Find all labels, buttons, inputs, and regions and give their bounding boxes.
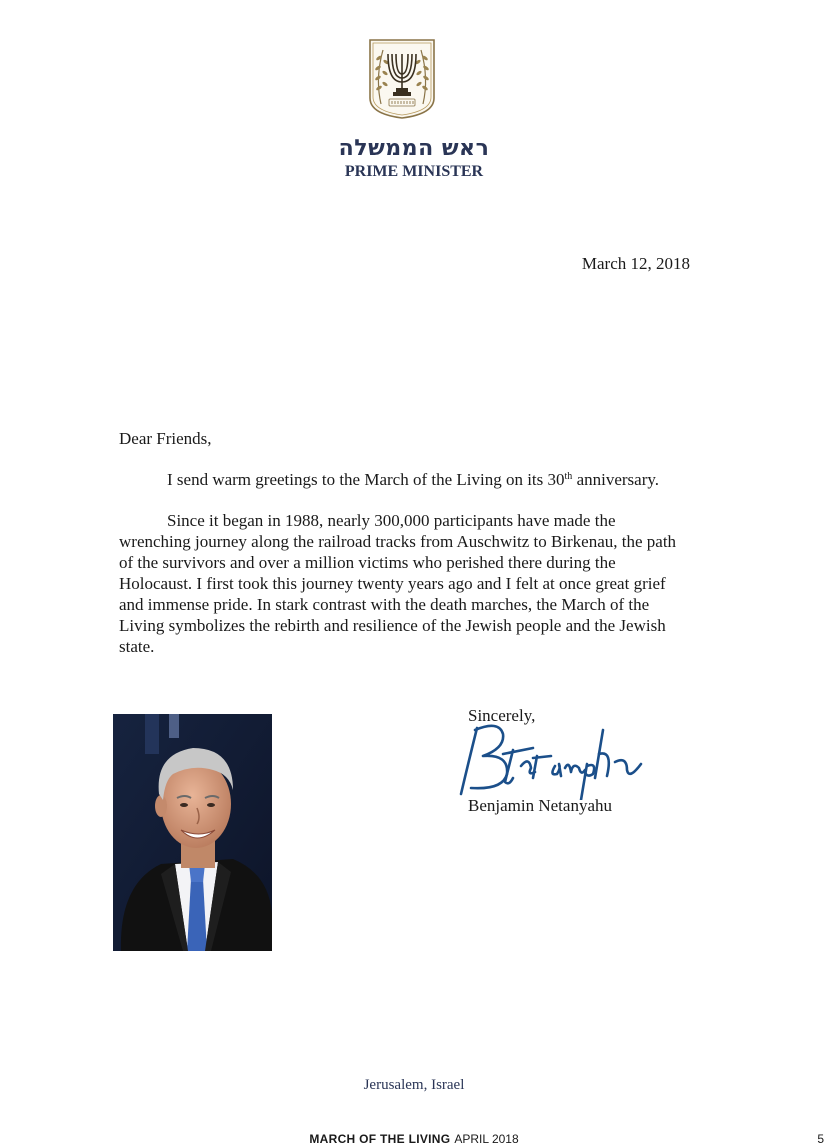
state-emblem-icon xyxy=(367,38,437,120)
paragraph-2: Since it began in 1988, nearly 300,000 participants have made the wrenching journey along the railroad tracks from Auschwitz to Birkenau, the path of the survivors and over a million victims who perished there during the Holocaust. I first took this journey twenty years ago and I felt at once great grief and immense pride. In stark contrast with the death marches, the March of the Living symbolizes the rebirth and resilience of the Jewish people and the Jewish state. xyxy=(119,511,677,656)
title-hebrew: ראש הממשלה xyxy=(338,136,490,161)
paragraph-1 xyxy=(119,469,689,490)
letter-date: March 12, 2018 xyxy=(581,254,690,273)
page-number: 5 xyxy=(817,1132,824,1146)
handwritten-signature xyxy=(455,720,645,800)
publication-name: MARCH OF THE LIVING xyxy=(309,1132,451,1146)
signer-name: Benjamin Netanyahu xyxy=(468,796,612,815)
paragraph-1-text: I send warm greetings to the March of the Living on its 30 xyxy=(167,470,565,489)
paragraph-1-end: anniversary. xyxy=(572,470,660,489)
letter-location: Jerusalem, Israel xyxy=(363,1077,465,1093)
title-english: PRIME MINISTER xyxy=(344,163,484,180)
salutation: Dear Friends, xyxy=(119,429,212,448)
portrait-photo xyxy=(113,714,272,951)
issue-date: APRIL 2018 xyxy=(454,1132,519,1146)
page-footer xyxy=(180,1132,648,1146)
letter-body xyxy=(119,428,689,657)
closing: Sincerely, xyxy=(468,706,536,725)
ordinal-suffix: th xyxy=(564,471,573,482)
